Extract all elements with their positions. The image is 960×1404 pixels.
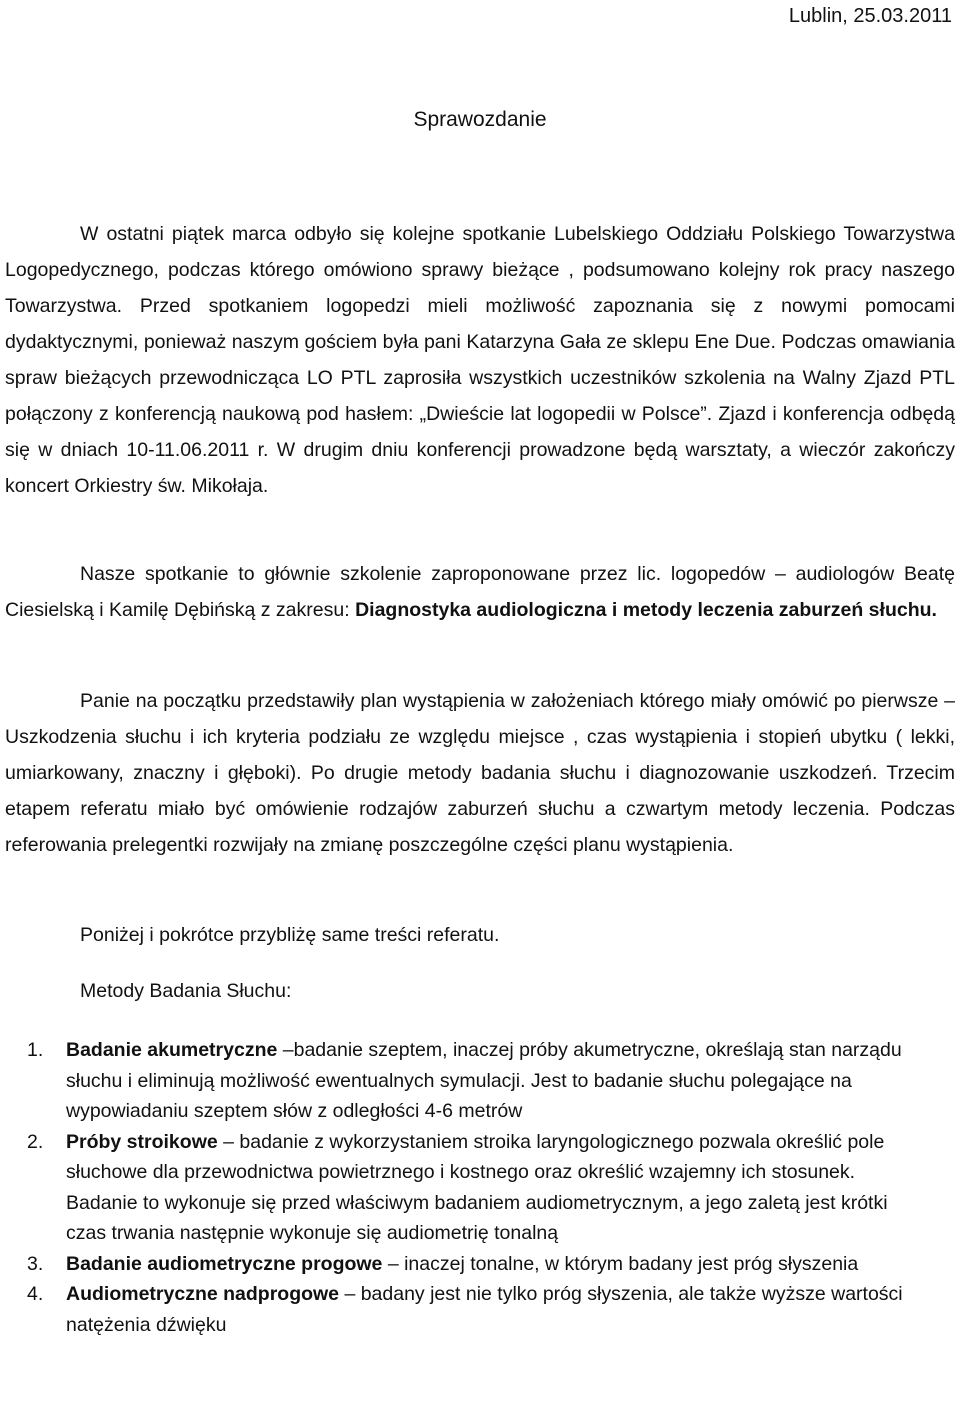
list-item-number: 2.	[27, 1130, 44, 1153]
document-date: Lublin, 25.03.2011	[788, 5, 952, 27]
list-item-term: Badanie audiometryczne progowe	[66, 1252, 383, 1275]
list-item-term: Audiometryczne nadprogowe	[66, 1283, 340, 1305]
list-item	[0, 1279, 960, 1340]
list-item	[0, 1249, 960, 1280]
list-item-text: – inaczej tonalne, w którym badany jest próg słyszenia	[382, 1252, 859, 1275]
list-item-number: 4.	[27, 1283, 44, 1305]
section-heading-methods: Metody Badania Słuchu:	[80, 980, 292, 1002]
list-item	[0, 1127, 960, 1249]
training-topic-title: Diagnostyka audiologiczna i metody leczenia zaburzeń słuchu.	[355, 599, 937, 621]
paragraph-meeting-summary: W ostatni piątek marca odbyło się kolejne spotkanie Lubelskiego Oddziału Polskiego Towarzystwa Logopedycznego, podczas którego omówiono sprawy bieżące , podsumowano kolejny rok pracy naszego Towarzystwa. Przed spotkaniem logopedzi mieli możliwość zapoznania się z nowymi pomocami dydaktycznymi, ponieważ naszym gościem była pani Katarzyna Gała ze sklepu Ene Due. Podczas omawiania spraw bieżących przewodnicząca LO PTL zaprosiła wszystkich uczestników szkolenia na Walny Zjazd PTL połączony z konferencją naukową pod hasłem: „Dwieście lat logopedii w Polsce”. Zjazd i konferencja odbędą się w dniach 10-11.06.2011 r. W drugim dniu konferencji prowadzone będą warsztaty, a wieczór zakończy koncert Orkiestry św. Mikołaja.	[5, 223, 955, 497]
paragraph-training-topic	[5, 556, 955, 628]
document-title: Sprawozdanie	[413, 108, 547, 131]
list-item-term: Próby stroikowe	[66, 1130, 218, 1153]
list-item-text: – badanie z wykorzystaniem stroika laryngologicznego pozwala określić pole słuchowe dla przewodnictwa powietrznego i kostnego oraz określić wzajemny ich stosunek. Badanie to wykonuje się przed właściwym badaniem audiometrycznym, a jego zaletą jest krótki czas trwania następnie wykonuje się audiometrię tonalną	[66, 1130, 888, 1244]
training-topic-text: Nasze spotkanie to głównie szkolenie zaproponowane przez lic. logopedów – audiologów Beatę Ciesielską i Kamilę Dębińską z zakresu:	[5, 563, 955, 621]
paragraph-presentation-plan: Panie na początku przedstawiły plan wystąpienia w założeniach którego miały omówić po pierwsze – Uszkodzenia słuchu i ich kryteria podziału ze względu miejsce , czas wystąpienia i stopień ubytku ( lekki, umiarkowany, znaczny i głęboki). Po drugie metody badania słuchu i diagnozowanie uszkodzeń. Trzecim etapem referatu miało być omówienie rodzajów zaburzeń słuchu a czwartym metody leczenia. Podczas referowania prelegentki rozwijały na zmianę poszczególne części planu wystąpienia.	[5, 690, 955, 856]
list-item-number: 3.	[27, 1252, 44, 1275]
list-item	[0, 1035, 960, 1127]
list-item-text: – badany jest nie tylko próg słyszenia, ale także wyższe wartości natężenia dźwięku	[66, 1283, 903, 1336]
list-item-text: –badanie szeptem, inaczej próby akumetryczne, określają stan narządu słuchu i eliminują możliwość ewentualnych symulacji. Jest to badanie słuchu polegające na wypowiadaniu szeptem słów z odległości 4-6 metrów	[66, 1039, 902, 1122]
list-item-number: 1.	[27, 1039, 44, 1061]
paragraph-intro-summary: Poniżej i pokrótce przybliżę same treści referatu.	[80, 924, 500, 946]
list-item-term: Badanie akumetryczne	[66, 1039, 278, 1061]
methods-list	[0, 1035, 960, 1340]
